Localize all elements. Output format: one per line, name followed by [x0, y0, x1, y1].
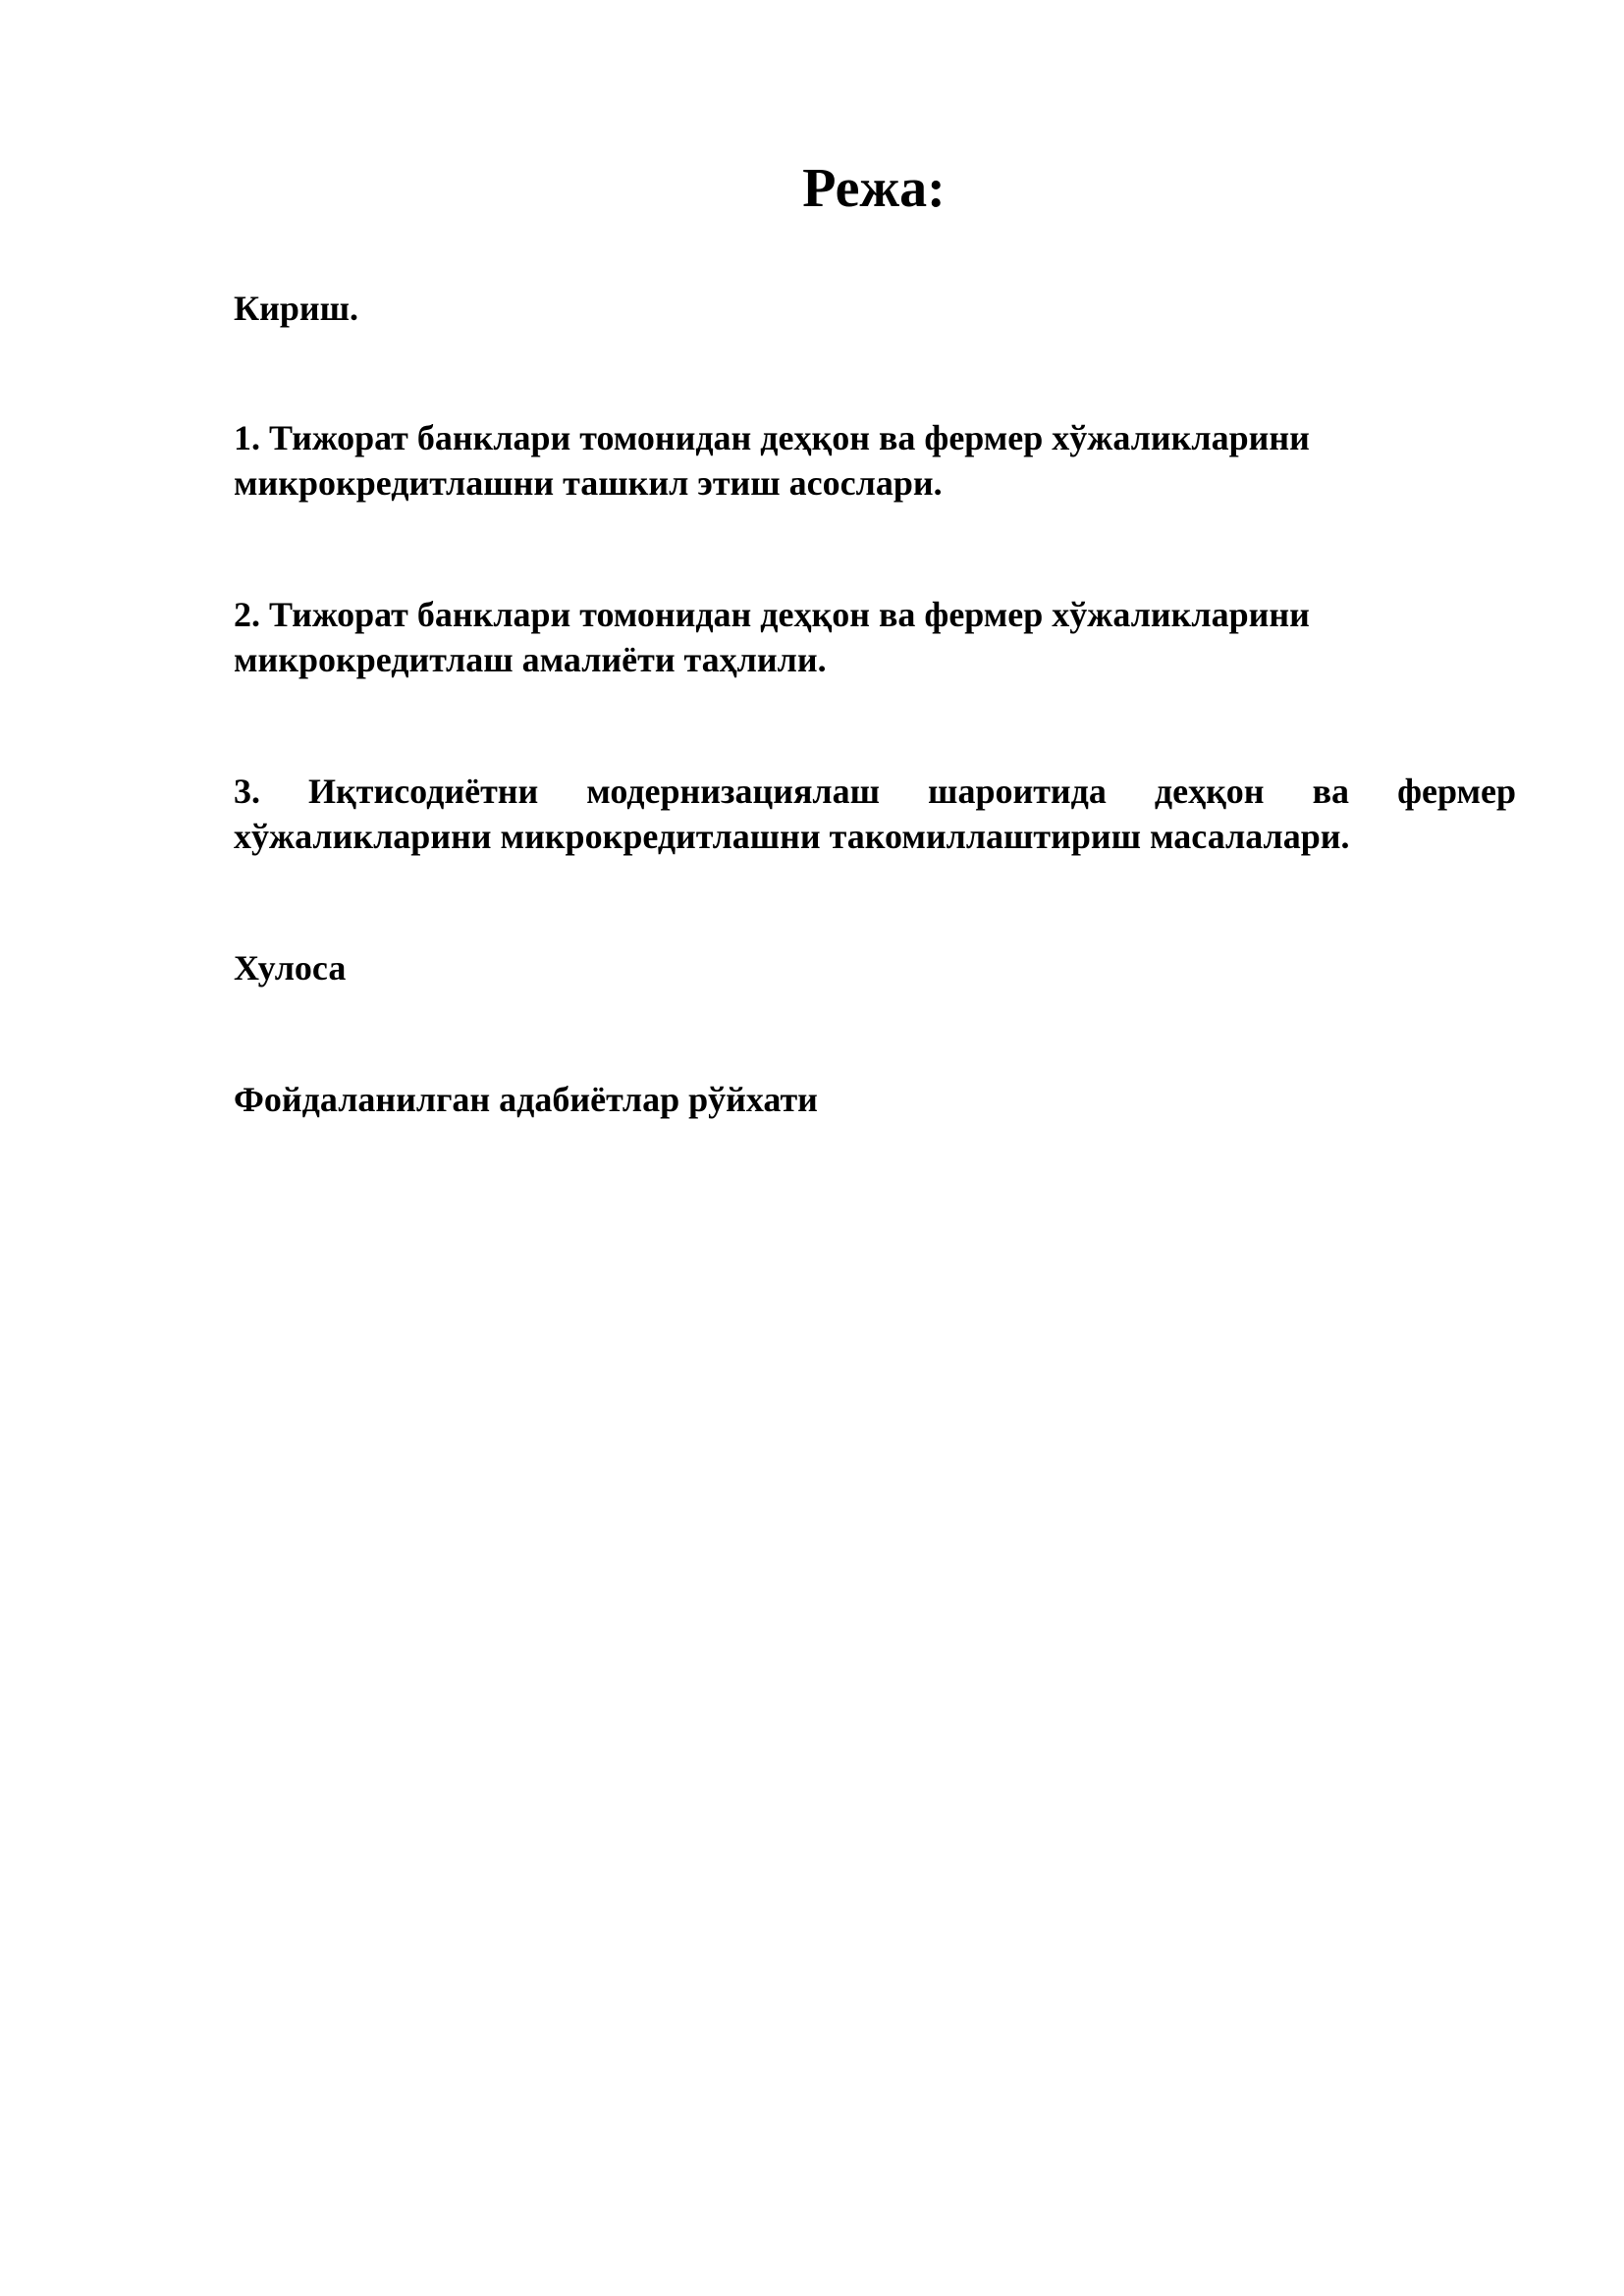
plan-item-2-line-1: 2. Тижорат банклари томонидан деҳқон ва фермер хўжаликларини: [234, 595, 1310, 634]
plan-item-3-word: фермер: [1397, 772, 1516, 811]
plan-item-3-word: деҳқон: [1154, 772, 1265, 811]
intro-heading: Кириш.: [234, 289, 359, 328]
page-title: Режа:: [802, 158, 946, 219]
plan-item-3-word: модернизациялаш: [586, 772, 881, 811]
plan-item-2-line-2: микрокредитлаш амалиёти таҳлили.: [234, 640, 827, 679]
conclusion-heading: Хулоса: [234, 948, 347, 988]
plan-item-3-line-1: [234, 770, 1516, 813]
plan-item-3-line-2: хўжаликларини микрокредитлашни такомиллаштириш масалалари.: [234, 817, 1350, 856]
plan-item-3-word: 3.: [234, 772, 260, 811]
plan-item-3-word: ва: [1312, 772, 1350, 811]
references-heading: Фойдаланилган адабиётлар рўйхати: [234, 1080, 818, 1119]
plan-item-3-word: Иқтисодиётни: [308, 772, 539, 811]
plan-item-1-line-2: микрокредитлашни ташкил этиш асослари.: [234, 463, 943, 503]
plan-item-1-line-1: 1. Тижорат банклари томонидан деҳқон ва фермер хўжаликларини: [234, 418, 1310, 457]
plan-item-3-word: шароитида: [928, 772, 1107, 811]
